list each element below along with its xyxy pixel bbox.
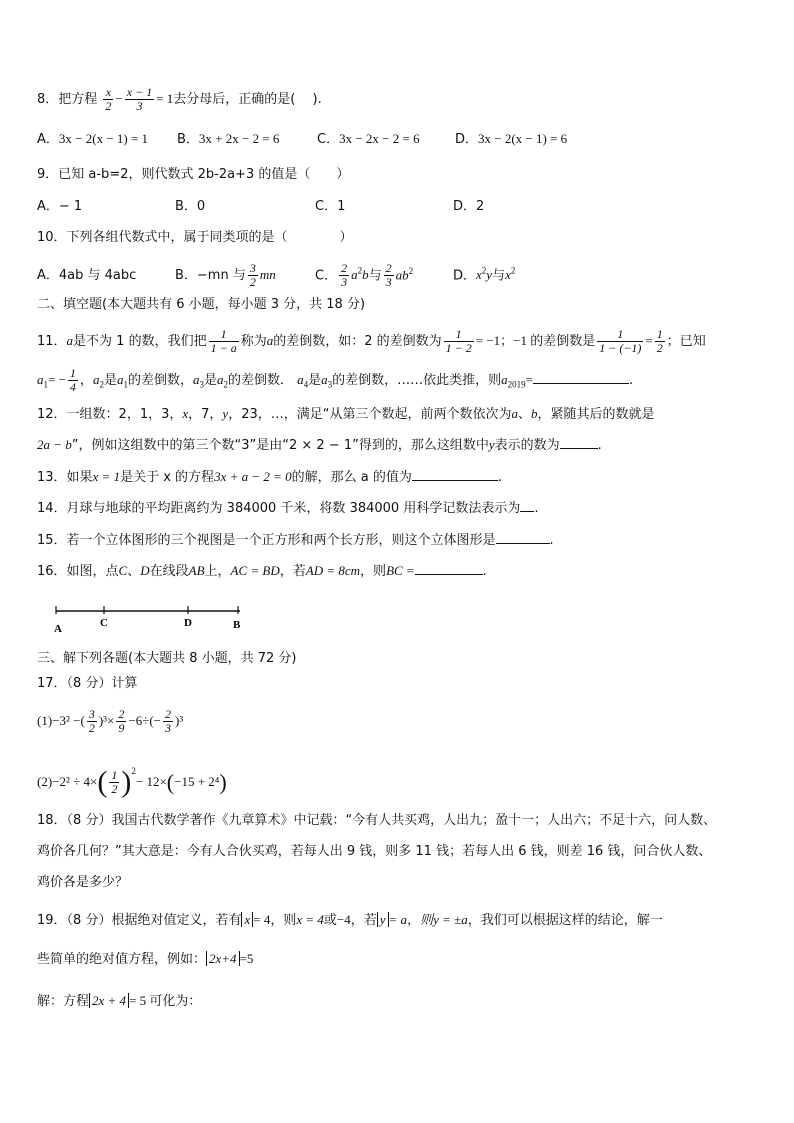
q18-line-1: 18．（8 分）我国古代数学著作《九章算术》中记载：“今有人共买鸡，人出九；盈十一；人出六；不足十六，问人数、: [37, 813, 717, 828]
q11-answer-blank[interactable]: [533, 371, 629, 384]
q15-answer-blank[interactable]: [496, 531, 550, 544]
section-2-heading: 二、填空题(本大题共有 6 小题，每小题 3 分，共 18 分): [37, 297, 366, 312]
q9-options: [37, 198, 484, 216]
q9-option-b[interactable]: B．0: [175, 199, 206, 214]
q12-line-1: 12．一组数：2，1，3，x，7，y，23，…，满足“从第三个数起，前两个数依次为a、b，紧随其后的数就是: [37, 406, 655, 422]
q16-answer-blank[interactable]: [415, 562, 483, 575]
q8-option-c[interactable]: C．3x − 2x − 2 = 6: [317, 131, 420, 147]
q8-option-d[interactable]: D．3x − 2(x − 1) = 6: [455, 131, 568, 147]
q17-title: 17．（8 分）计算: [37, 676, 138, 691]
q9-option-c[interactable]: C．1: [315, 199, 346, 214]
point-label-c: C: [100, 617, 108, 629]
q11-line-1: 11．a是不为 1 的数，我们把 $\frac{1}{1 - a}$ 称为a的差倒数，如：2 的差倒数为 $\frac{1}{1 - 2}$ = −1；−1 的差倒数是 $\frac{1}{1 - (-1)}$ = $\frac{1}{2}$ ；已知: [37, 327, 706, 355]
q8-option-a[interactable]: A．3x − 2(x − 1) = 1: [37, 131, 149, 147]
q17-part-2: (2)−2² ÷ 4×( $\frac{1}{2}$ )$^2$− 12×(−15 + 2⁴): [37, 765, 227, 799]
q8-options: [37, 130, 567, 149]
segment-figure: [52, 600, 252, 640]
q18-line-2: 鸡价各几何？”其大意是：今有人合伙买鸡，若每人出 9 钱，则多 11 钱；若每人出 6 钱，则差 16 钱，问合伙人数、: [37, 844, 712, 859]
q11-line-2: $a_1=$ − $\frac{1}{4}$ ，$a_2$是$a_1$的差倒数，$a_3$是$a_2$的差倒数． $a_4$是$a_3$的差倒数，……依此类推，则$a_{2019}=$ .: [37, 366, 634, 394]
q9-stem: 9．已知 a-b=2，则代数式 2b-2a+3 的值是（ ）: [37, 167, 350, 182]
q8-stem: 8．把方程 $\frac{x}{2}$ − $\frac{x - 1}{3}$ = 1去分母后，正确的是( ).: [37, 85, 322, 113]
q10-option-c[interactable]: C． $\frac{2}{3}$ $a^2b$与 $\frac{2}{3}$ $ab^2$: [315, 261, 414, 290]
q19-line-3: 解：方程 2x + 4 = 5 可化为：: [37, 993, 202, 1009]
point-label-b: B: [233, 619, 241, 631]
q10-options: [37, 262, 515, 289]
point-label-d: D: [184, 617, 192, 629]
q9-option-a[interactable]: A．− 1: [37, 199, 83, 214]
q13-answer-blank[interactable]: [412, 468, 498, 481]
q18-line-3: 鸡价各是多少？: [37, 875, 129, 890]
q8-fraction-1: $\frac{x}{2}$: [105, 85, 112, 113]
q8-option-b[interactable]: B．3x + 2x − 2 = 6: [177, 131, 280, 147]
q16: 16．如图，点C、D在线段AB上，AC = BD，若AD = 8cm，则BC = .: [37, 563, 487, 579]
q12-line-2: 2a − b”，例如这组数中的第三个数“3”是由“2 × 2 − 1”得到的，那么这组数中y表示的数为 .: [37, 437, 602, 453]
q12-answer-blank[interactable]: [560, 436, 598, 449]
q19-line-2: 些简单的绝对值方程，例如： 2x+4 =5: [37, 951, 254, 967]
q10-stem: 10．下列各组代数式中，属于同类项的是（ ）: [37, 230, 353, 245]
q10-option-b[interactable]: B．−mn 与 $\frac{3}{2}$ mn: [175, 261, 276, 290]
q17-part-1: (1)−3² −( $\frac{3}{2}$ )³× $\frac{2}{9}$ −6÷(− $\frac{2}{3}$ )³: [37, 707, 184, 735]
section-3-heading: 三、解下列各题(本大题共 8 小题，共 72 分): [37, 651, 297, 666]
point-label-a: A: [54, 623, 62, 635]
q9-option-d[interactable]: D．2: [453, 199, 485, 214]
q8-fraction-2: $\frac{x - 1}{3}$: [126, 85, 153, 113]
q14: 14．月球与地球的平均距离约为 384000 千米，将数 384000 用科学记数法表示为 .: [37, 501, 539, 516]
q15: 15．若一个立体图形的三个视图是一个正方形和两个长方形，则这个立体图形是 .: [37, 533, 554, 548]
q10-option-a[interactable]: A．4ab 与 4abc: [37, 268, 137, 284]
q14-answer-blank[interactable]: [520, 499, 534, 512]
q19-line-1: 19．（8 分）根据绝对值定义，若有 x = 4，则x = 4或−4，若 y = a，则y = ±a，我们可以根据这样的结论，解一: [37, 912, 663, 928]
q10-option-d[interactable]: D．$x^2y$与$x^2$: [453, 266, 516, 284]
q13: 13．如果x = 1是关于 x 的方程3x + a − 2 = 0的解，那么 a 的值为 .: [37, 469, 503, 485]
